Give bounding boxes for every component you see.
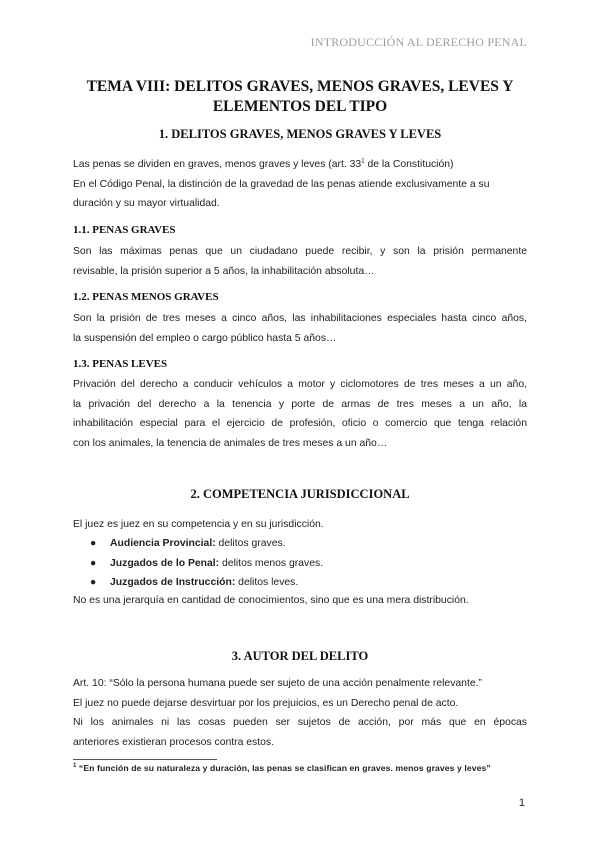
body-line: inhabilitación especial para el ejercicio de profesión, oficio o comercio que tenga relación xyxy=(73,418,527,429)
body-line: revisable, la prisión superior a 5 años, la inhabilitación absoluta… xyxy=(73,265,375,277)
intro-line-1 xyxy=(73,155,527,175)
footnote-divider xyxy=(73,759,217,760)
subsection-1-1-body xyxy=(73,242,527,281)
subsection-1-2-body xyxy=(73,309,527,348)
list-item xyxy=(73,534,527,554)
intro-line-3: duración y su mayor virtualidad. xyxy=(73,198,220,209)
body-line: Son la prisión de tres meses a cinco años, las inhabilitaciones especiales hasta cinco años, xyxy=(73,313,527,324)
section-2-outro: No es una jerarquía en cantidad de conocimientos, sino que es una mera distribución. xyxy=(73,595,469,606)
body-line: Son las máximas penas que un ciudadano puede recibir, y son la prisión permanente xyxy=(73,246,527,257)
intro-text-b: de la Constitución) xyxy=(364,159,454,170)
footnote-text: “En función de su naturaleza y duración, las penas se clasifican en graves. menos graves y leves” xyxy=(76,763,491,773)
subsection-1-3-body xyxy=(73,375,527,453)
title-line-2: ELEMENTOS DEL TIPO xyxy=(212,98,388,115)
footnote-marker: 1 xyxy=(73,763,77,770)
section-2-intro: El juez es juez en su competencia y en su jurisdicción. xyxy=(73,519,324,530)
body-line: la suspensión del empleo o cargo público hasta 5 años… xyxy=(73,332,337,344)
footnote-ref[interactable]: 1 xyxy=(361,158,365,165)
body-line: anteriores existieran procesos contra estos. xyxy=(73,736,274,748)
intro-line-2: En el Código Penal, la distinción de la gravedad de las penas atiende exclusivamente a su xyxy=(73,178,490,190)
court-name: Juzgados de Instrucción: xyxy=(110,577,236,588)
list-item xyxy=(73,573,527,593)
bullet-icon: ● xyxy=(90,538,97,549)
court-scope: delitos leves. xyxy=(235,577,299,588)
section-3-heading: 3. AUTOR DEL DELITO xyxy=(231,649,369,663)
page-title xyxy=(60,77,540,117)
body-line: El juez no puede dejarse desvirtuar por los prejuicios, es un Derecho penal de acto. xyxy=(73,697,459,709)
running-header: INTRODUCCIÓN AL DERECHO PENAL xyxy=(310,35,527,49)
competence-list xyxy=(73,534,527,593)
court-name: Juzgados de lo Penal: xyxy=(110,557,220,569)
body-line: con los animales, la tenencia de animales de tres meses a un año… xyxy=(73,437,388,449)
footnote xyxy=(73,763,491,773)
title-line-1: TEMA VIII: DELITOS GRAVES, MENOS GRAVES, LEVES Y xyxy=(86,78,514,95)
body-line: Art. 10: “Sólo la persona humana puede ser sujeto de una acción penalmente relevante.” xyxy=(73,678,482,689)
section-1-heading: 1. DELITOS GRAVES, MENOS GRAVES Y LEVES xyxy=(158,127,442,141)
bullet-icon: ● xyxy=(90,577,97,588)
body-line: Ni los animales ni las cosas pueden ser sujetos de acción, por más que en épocas xyxy=(73,717,527,728)
subsection-1-3-heading: 1.3. PENAS LEVES xyxy=(73,358,168,370)
subsection-1-2-heading: 1.2. PENAS MENOS GRAVES xyxy=(73,291,219,303)
body-line: la privación del derecho a la tenencia y porte de armas de tres meses a un año, la xyxy=(73,398,527,410)
list-item xyxy=(73,554,527,574)
page-number: 1 xyxy=(518,797,525,809)
court-name: Audiencia Provincial: xyxy=(110,538,216,549)
section-3-body xyxy=(73,674,527,752)
bullet-icon: ● xyxy=(90,557,97,569)
court-scope: delitos graves. xyxy=(215,538,286,549)
section-1-intro xyxy=(73,155,527,214)
body-line: Privación del derecho a conducir vehículos a motor y ciclomotores de tres meses a un año, xyxy=(73,379,527,390)
intro-text-a: Las penas se dividen en graves, menos graves y leves (art. 33 xyxy=(73,159,362,170)
court-scope: delitos menos graves. xyxy=(219,557,324,569)
section-2-heading: 2. COMPETENCIA JURISDICCIONAL xyxy=(190,487,410,501)
subsection-1-1-heading: 1.1. PENAS GRAVES xyxy=(73,224,176,236)
